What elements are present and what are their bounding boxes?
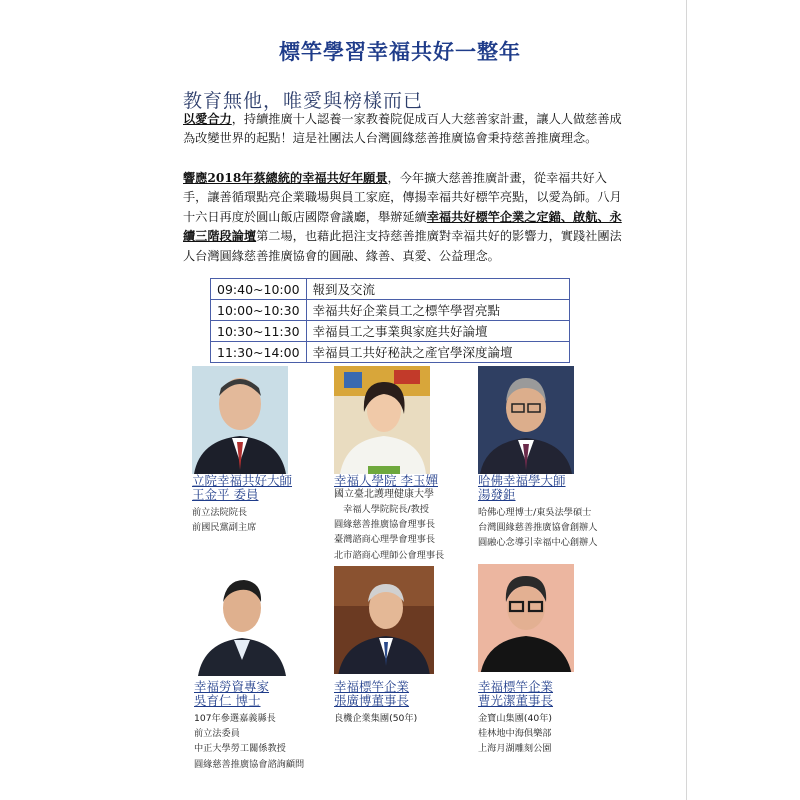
speaker-title: 幸福標竿企業: [478, 679, 554, 694]
speaker-title: 立院幸福共好大師: [192, 473, 293, 488]
vision-paragraph: [183, 169, 623, 266]
speaker-caption: [478, 680, 553, 757]
speaker-bio-line: 圓緣慈善推廣協會理事長: [334, 519, 436, 531]
speaker-caption: [192, 474, 292, 535]
speaker-bio-line: 107年參選嘉義縣長: [194, 713, 276, 724]
speaker-affiliation: 國立臺北護理健康大學: [334, 489, 434, 500]
speaker-bio-line: 哈佛心理博士/東吳法學碩士: [478, 507, 592, 518]
schedule-item: 幸福共好企業員工之標竿學習亮點: [306, 300, 569, 321]
speaker-name: 王金平 委員: [192, 487, 259, 502]
speaker-title: 哈佛幸福學大師: [478, 473, 566, 488]
page-subtitle: 教育無他，唯愛與榜樣而已: [183, 90, 424, 112]
speaker-caption: [334, 680, 417, 726]
schedule-time: 11:30~14:00: [211, 342, 307, 363]
schedule-time: 10:00~10:30: [211, 300, 307, 321]
schedule-row: [211, 279, 570, 300]
speaker-bio-line: 臺灣諮商心理學會理事長: [334, 534, 436, 546]
schedule-time: 09:40~10:00: [211, 279, 307, 300]
vision-emphasis: 響應2018年蔡總統的幸福共好年願景: [183, 171, 388, 185]
schedule-time: 10:30~11:30: [211, 321, 307, 342]
speaker-photo: [334, 566, 434, 674]
schedule-row: [211, 321, 570, 342]
vision-text-end: 第二場，也藉此挹注支持慈善推廣對幸福共好的影響力，實踐社團法人台灣圓緣慈善推廣協會的圓融、緣善、真愛、公益理念。: [183, 229, 622, 263]
schedule-item: 報到及交流: [306, 279, 569, 300]
intro-paragraph: [183, 110, 623, 149]
speaker-bio-line: 中正大學勞工關係教授: [194, 743, 286, 755]
speaker-title: 幸福標竿企業: [334, 679, 410, 694]
speaker-name: 吳育仁 博士: [194, 693, 261, 708]
schedule-item: 幸福員工之事業與家庭共好論壇: [306, 321, 569, 342]
speaker-photo: [334, 366, 430, 474]
schedule-row: [211, 300, 570, 321]
schedule-row: [211, 342, 570, 363]
speaker-bio-line: 台灣圓緣慈善推廣協會創辦人: [478, 522, 598, 534]
speaker-name: 張廣博董事長: [334, 693, 410, 708]
speaker-caption: [478, 474, 597, 551]
speaker-bio-line: 圓融心念導引幸福中心創辦人: [478, 537, 598, 549]
speaker-bio-line: 幸福人學院院長/教授: [334, 504, 429, 515]
speaker-bio-line: 桂林地中海俱樂部: [478, 728, 552, 740]
speaker-bio-line: 良機企業集團(50年): [334, 713, 418, 724]
speaker-name: 曹光潔董事長: [478, 693, 554, 708]
speaker-bio-line: 金寶山集團(40年): [478, 713, 552, 724]
intro-text: ，持續推廣十人認養一家教養院促成百人大慈善家計畫，讓人人做慈善成為改變世界的起點！這是社團法人台灣圓緣慈善推廣協會秉持慈善推廣理念。: [183, 112, 622, 146]
speaker-bio-line: 圓緣慈善推廣協會諮詢顧問: [194, 758, 305, 770]
forum-emphasis: 幸福共好標竿企業之定錨、啟航、永續三階段論壇: [183, 209, 622, 244]
speaker-bio-line: 前立法委員: [194, 728, 240, 740]
schedule-table: [210, 278, 570, 363]
page-title: 標竿學習幸福共好一整年: [279, 40, 521, 64]
speaker-photo: [478, 366, 574, 474]
speaker-caption: [194, 680, 304, 772]
speaker-bio-line: 前國民黨副主席: [192, 522, 257, 534]
speaker-bio-line: 北市諮商心理師公會理事長: [334, 549, 445, 561]
schedule-item: 幸福員工共好秘訣之產官學深度論壇: [306, 342, 569, 363]
speaker-bio-line: 上海月湖雕刻公園: [478, 743, 552, 755]
intro-emphasis: 以愛合力: [183, 112, 232, 126]
speaker-caption: [334, 474, 444, 563]
speaker-title: 幸福人學院 李玉嬋: [334, 473, 438, 488]
scan-edge-divider: [686, 0, 687, 800]
speaker-name: 湯發鉅: [478, 487, 516, 502]
speaker-bio-line: 前立法院院長: [192, 507, 248, 518]
speaker-photo: [478, 564, 574, 672]
speaker-photo: [192, 366, 288, 474]
speaker-title: 幸福勞資專家: [194, 679, 270, 694]
speaker-photo: [194, 568, 290, 676]
vision-text: ，今年擴大慈善推廣計畫，從幸福共好入手，讓善循環點亮企業職場與員工家庭，傳揚幸福共好標竿亮點，以愛為師。八月十六日再度於圓山飯店國際會議廳，舉辦延續: [183, 171, 622, 224]
